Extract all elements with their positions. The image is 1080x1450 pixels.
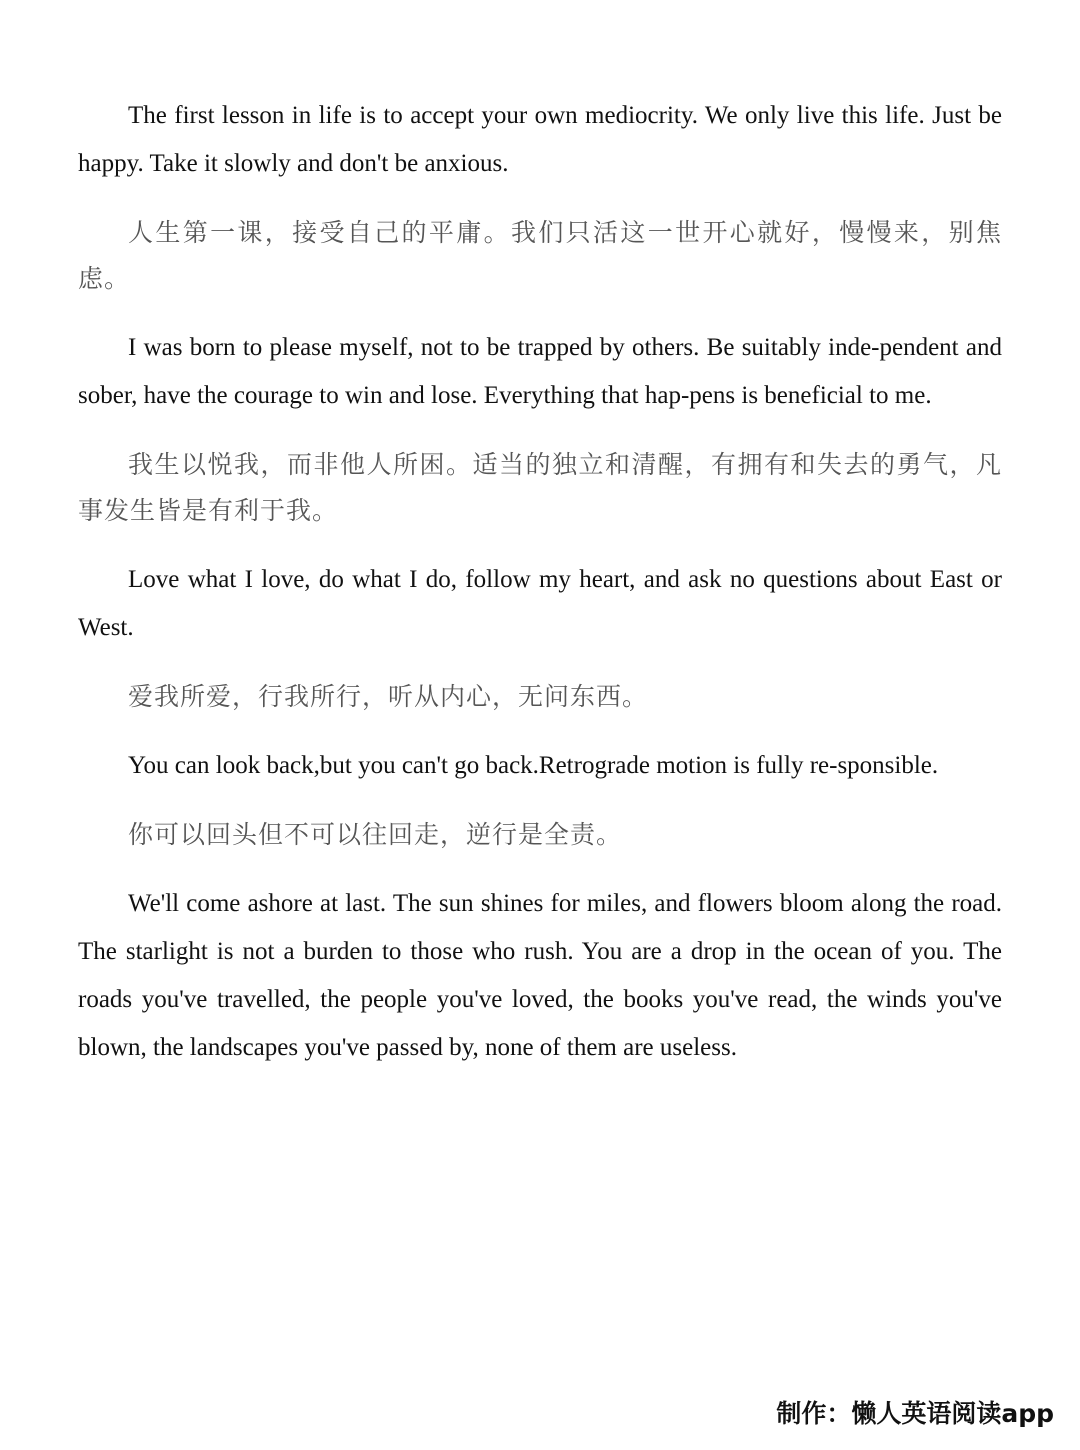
english-paragraph: Love what I love, do what I do, follow my heart, and ask no questions about East or West. bbox=[78, 566, 1002, 641]
credit-watermark: 制作：懒人英语阅读app bbox=[776, 1399, 1054, 1428]
document-body bbox=[78, 92, 1002, 1094]
chinese-paragraph: 你可以回头但不可以往回走，逆行是全责。 bbox=[128, 820, 623, 849]
english-paragraph: We'll come ashore at last. The sun shines for miles, and flowers bloom along the road. The starlight is not a burden to those who rush. You are a drop in the ocean of you. The roads you've travelled, the people you've loved, the books you've read, the winds you've blown, the landscapes you've passed by, none of them are useless. bbox=[78, 890, 1002, 1061]
english-paragraph: The first lesson in life is to accept your own mediocrity. We only live this life. Just be happy. Take it slowly and don't be anxious. bbox=[78, 102, 1002, 177]
chinese-paragraph: 我生以悦我，而非他人所困。适当的独立和清醒，有拥有和失去的勇气，凡事发生皆是有利于我。 bbox=[78, 450, 1002, 525]
chinese-paragraph: 爱我所爱，行我所行，听从内心，无问东西。 bbox=[128, 682, 649, 711]
chinese-paragraph: 人生第一课，接受自己的平庸。我们只活这一世开心就好，慢慢来，别焦虑。 bbox=[78, 218, 1002, 293]
english-paragraph: You can look back,but you can't go back.Retrograde motion is fully re-sponsible. bbox=[128, 752, 939, 779]
english-paragraph: I was born to please myself, not to be trapped by others. Be suitably inde-pendent and sober, have the courage to win and lose. Everything that hap-pens is beneficial to me. bbox=[78, 334, 1002, 409]
